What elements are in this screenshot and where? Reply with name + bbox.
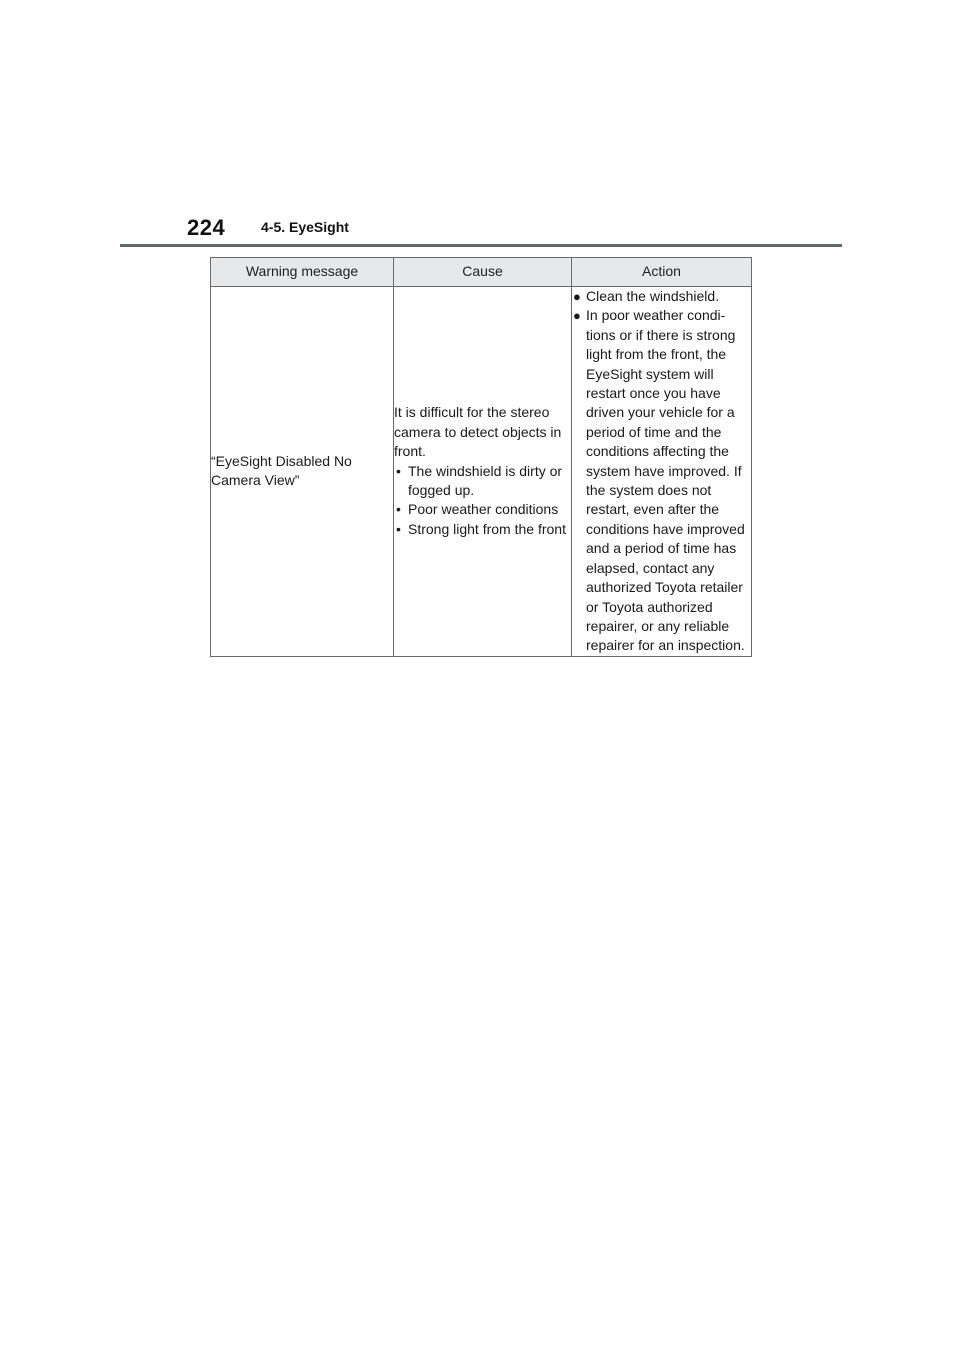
- table-row: [211, 287, 752, 657]
- list-item: [394, 500, 571, 519]
- action-list: [572, 287, 751, 656]
- list-item: [572, 287, 751, 306]
- warning-message-table: [210, 257, 752, 657]
- header-rule: [120, 244, 842, 247]
- cause-item-text: Strong light from the front: [408, 520, 566, 537]
- cause-cell: [394, 287, 572, 657]
- action-item-text: In poor weather condi-tions or if there is strong light from the front, the EyeSight system will restart once you have driven your vehicle for a period of time and the conditions affecting the system have improved. If the system does not restart, even after the conditions have improved and a period of time has elapsed, contact any authorized Toyota retailer or Toyota authorized repairer, or any reliable repairer for an inspection.: [586, 307, 745, 654]
- cause-item-text: Poor weather conditions: [408, 501, 559, 518]
- bullet-dot-icon: ●: [573, 289, 581, 304]
- bullet-marker: •: [396, 462, 401, 479]
- bullet-marker: •: [396, 501, 401, 518]
- list-item: [394, 462, 571, 501]
- warning-message-cell: [211, 287, 394, 657]
- table-header-row: [211, 258, 752, 287]
- warning-message-text: “EyeSight Disabled No Camera View”: [211, 452, 352, 489]
- bullet-dot-icon: ●: [573, 308, 581, 324]
- list-item: [572, 306, 751, 655]
- cause-intro: It is difficult for the stereo camera to detect objects in front.: [394, 404, 562, 460]
- page-header: [187, 212, 847, 244]
- action-item-text: Clean the windshield.: [586, 288, 720, 304]
- cause-item-text: The windshield is dirty or fogged up.: [408, 462, 563, 499]
- column-header-action: Action: [572, 258, 752, 287]
- column-header-warning-message: Warning message: [211, 258, 394, 287]
- bullet-marker: •: [396, 520, 401, 537]
- cause-list: [394, 462, 571, 540]
- page-number: 224: [187, 215, 226, 240]
- list-item: [394, 520, 571, 539]
- section-title: 4-5. EyeSight: [261, 219, 349, 235]
- column-header-cause: Cause: [394, 258, 572, 287]
- action-cell: [572, 287, 752, 657]
